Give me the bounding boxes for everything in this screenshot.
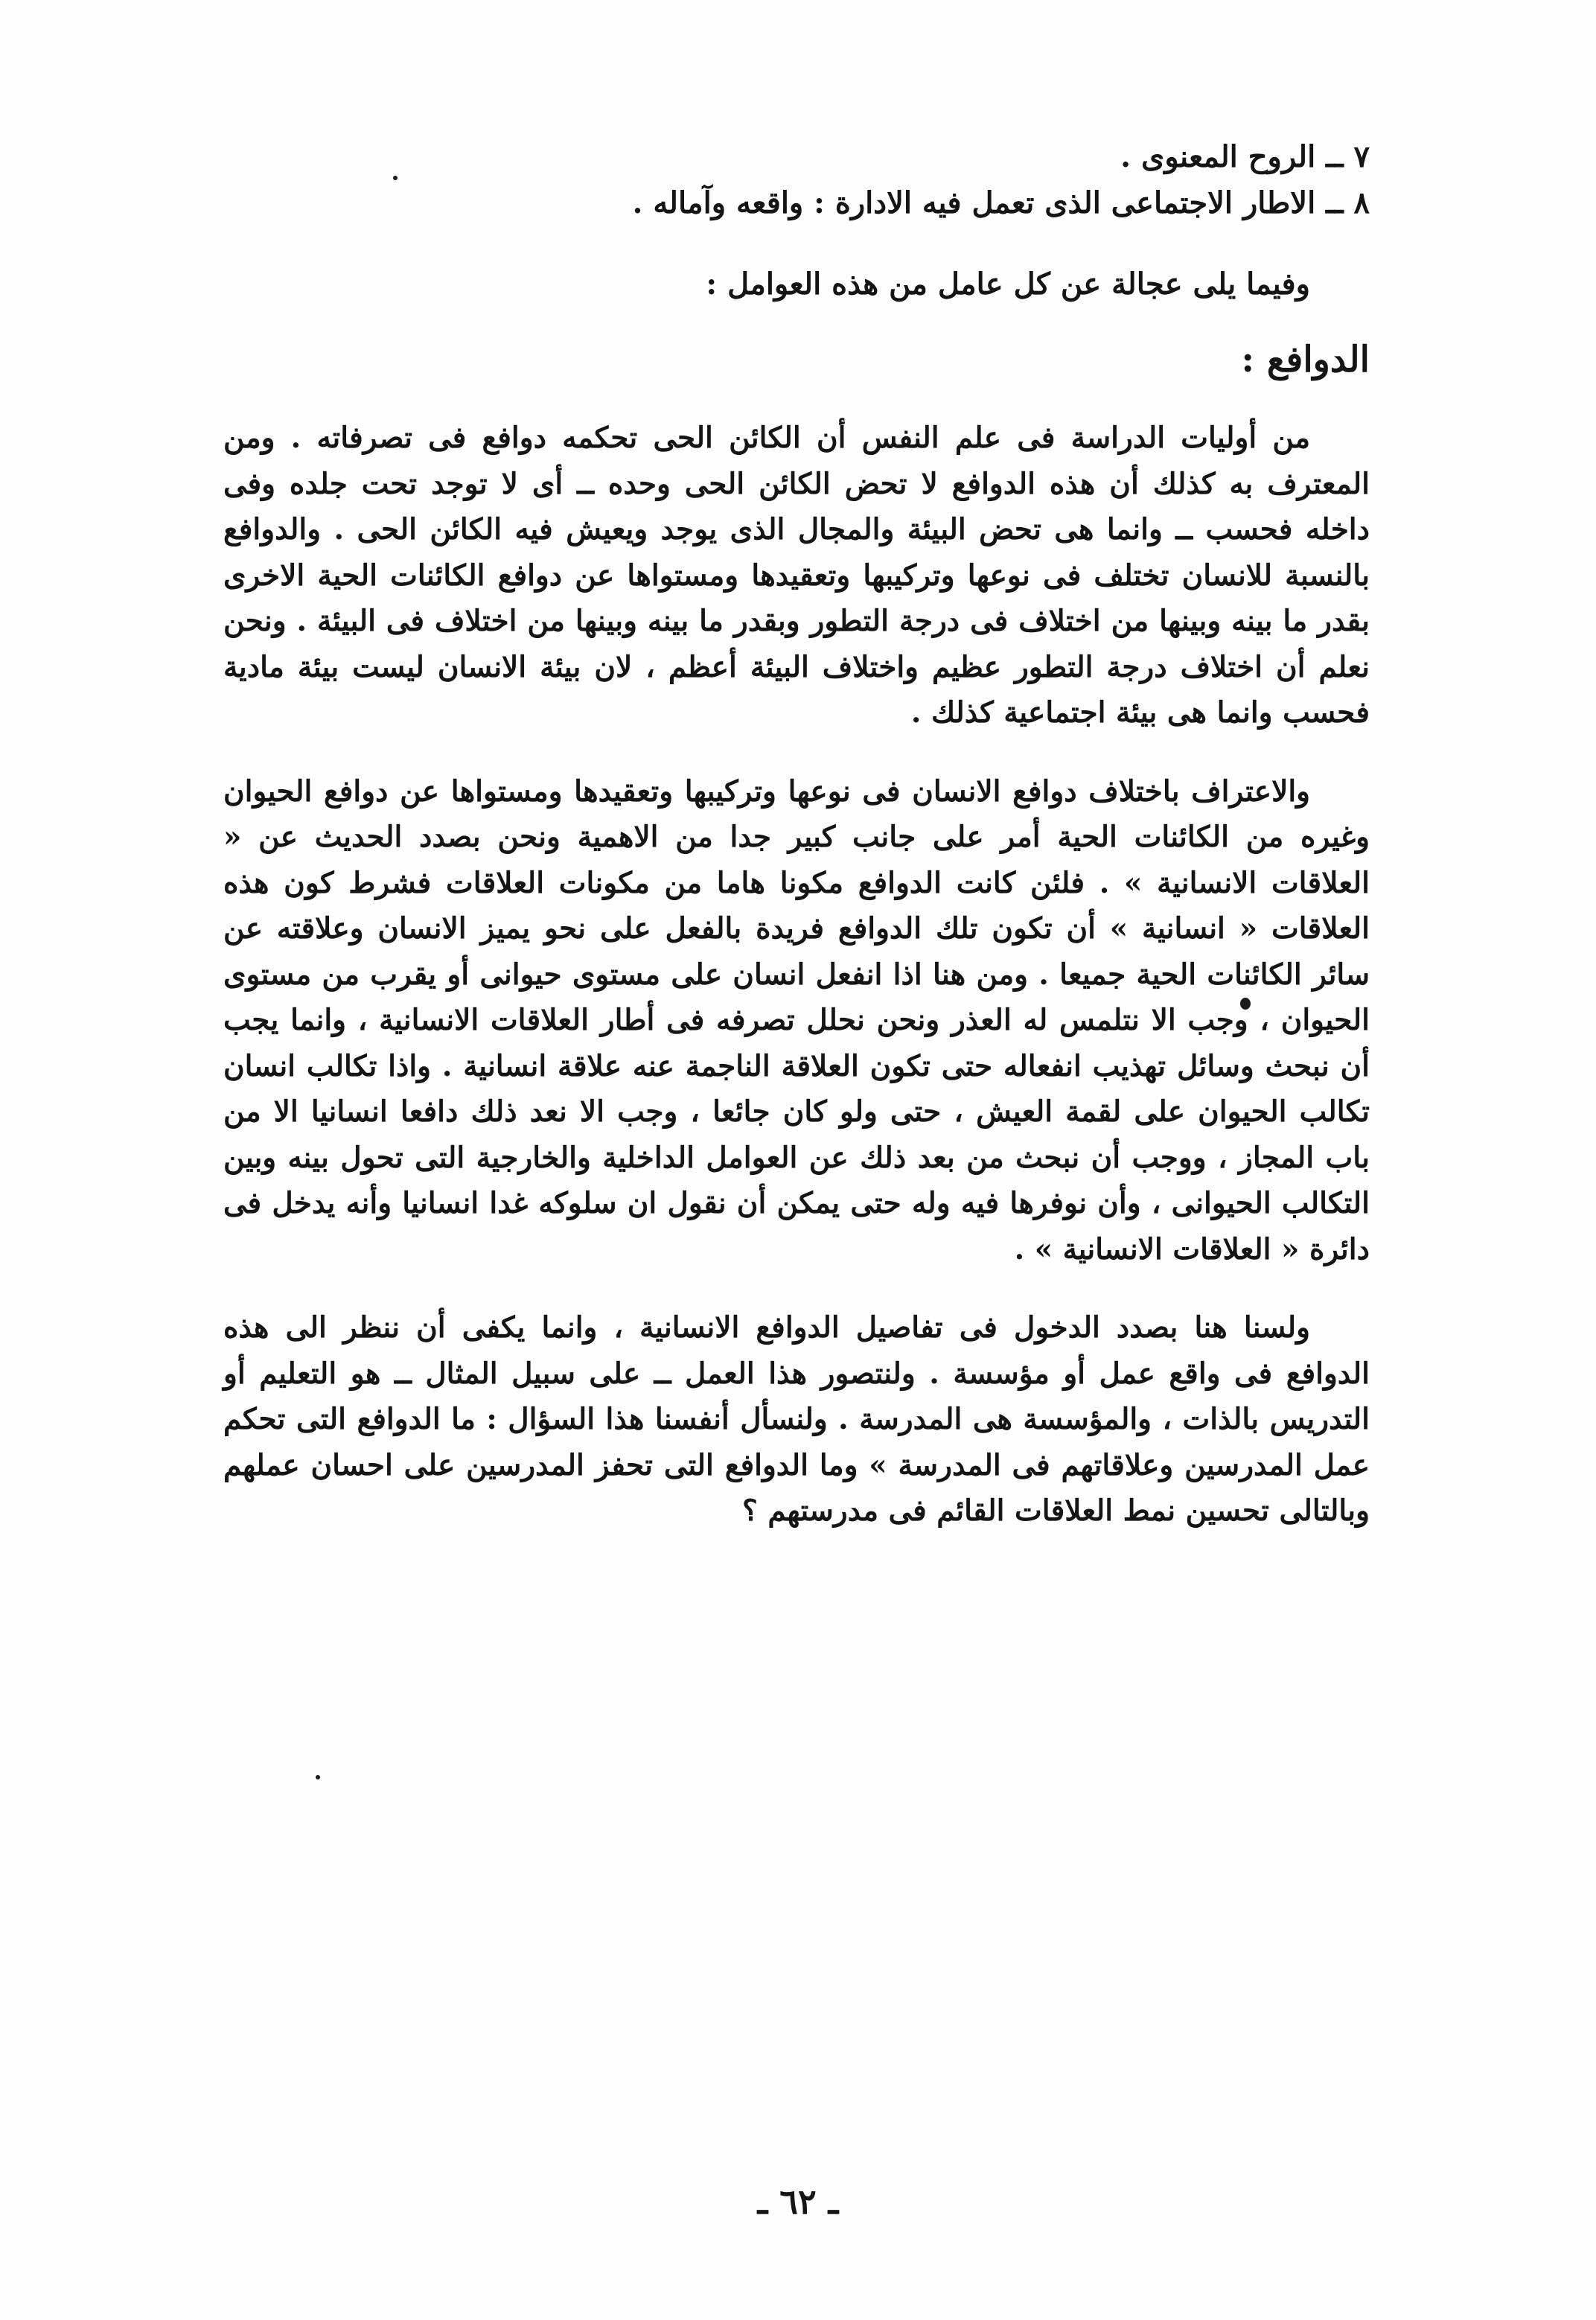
list-item: ٧ ــ الروح المعنوى . [1120, 139, 1370, 174]
page-number: ـ ٦٢ ـ [757, 2182, 839, 2222]
page-content [223, 134, 1370, 1535]
paragraph: من أوليات الدراسة فى علم النفس أن الكائن الحى تحكمه دوافع فى تصرفاته . ومن المعترف به كذلك أن هذه الدوافع لا تحض الكائن الحى وحده ــ أى لا توجد تحت جلده وفى داخله فحسب ــ وانما هى تحض البيئة والمجال الذى يوجد ويعيش فيه الكائن الحى . والدوافع بالنسبة للانسان تختلف فى نوعها وتركيبها وتعقيدها ومستواها عن دوافع الكائنات الحية الاخرى بقدر ما بينه وبينها من اختلاف فى درجة التطور وبقدر ما بينه وبينها من اختلاف فى البيئة . ونحن نعلم أن اختلاف درجة التطور عظيم واختلاف البيئة أعظم ، لان بيئة الانسان ليست بيئة مادية فحسب وانما هى بيئة اجتماعية كذلك . [223, 421, 1370, 730]
scan-speck [316, 1775, 320, 1779]
list-item: ٨ ــ الاطار الاجتماعى الذى تعمل فيه الادارة : واقعه وآماله . [632, 185, 1370, 220]
paragraph: ولسنا هنا بصدد الدخول فى تفاصيل الدوافع الانسانية ، وانما يكفى أن ننظر الى هذه الدوافع فى واقع عمل أو مؤسسة . ولنتصور هذا العمل ــ على سبيل المثال ــ هو التعليم أو التدريس بالذات ، والمؤسسة هى المدرسة . ولنسأل أنفسنا هذا السؤال : ما الدوافع التى تحكم عمل المدرسين وعلاقاتهم فى المدرسة » وما الدوافع التى تحفز المدرسين على احسان عملهم وبالتالى تحسين نمط العلاقات القائم فى مدرستهم ؟ [223, 1310, 1370, 1528]
intro-sentence: وفيما يلى عجالة عن كل عامل من هذه العوامل : [706, 267, 1310, 302]
section-heading: الدوافع : [1241, 339, 1370, 380]
paragraph: والاعتراف باختلاف دوافع الانسان فى نوعها وتركيبها وتعقيدها ومستواها عن دوافع الحيوان وغيره من الكائنات الحية أمر على جانب كبير جدا من الاهمية ونحن بصدد الحديث عن « العلاقات الانسانية » . فلئن كانت الدوافع مكونا هاما من مكونات العلاقات فشرط كون هذه العلاقات « انسانية » أن تكون تلك الدوافع فريدة بالفعل على نحو يميز الانسان وعلاقته عن سائر الكائنات الحية جميعا . ومن هنا اذا انفعل انسان على مستوى حيوانى أو يقرب من مستوى الحيوان ، وجب الا نتلمس له العذر ونحن نحلل تصرفه فى أطار العلاقات الانسانية ، وانما يجب أن نبحث وسائل تهذيب انفعاله حتى تكون العلاقة الناجمة عنه علاقة انسانية . واذا تكالب انسان تكالب الحيوان على لقمة العيش ، حتى ولو كان جائعا ، وجب الا نعد ذلك دافعا انسانيا الا من باب المجاز ، ووجب أن نبحث من بعد ذلك عن العوامل الداخلية والخارجية التى تحول بينه وبين التكالب الحيوانى ، وأن نوفرها فيه وله حتى يمكن أن نقول ان سلوكه غدا انسانيا وأنه يدخل فى دائرة « العلاقات الانسانية » . [223, 774, 1370, 1266]
